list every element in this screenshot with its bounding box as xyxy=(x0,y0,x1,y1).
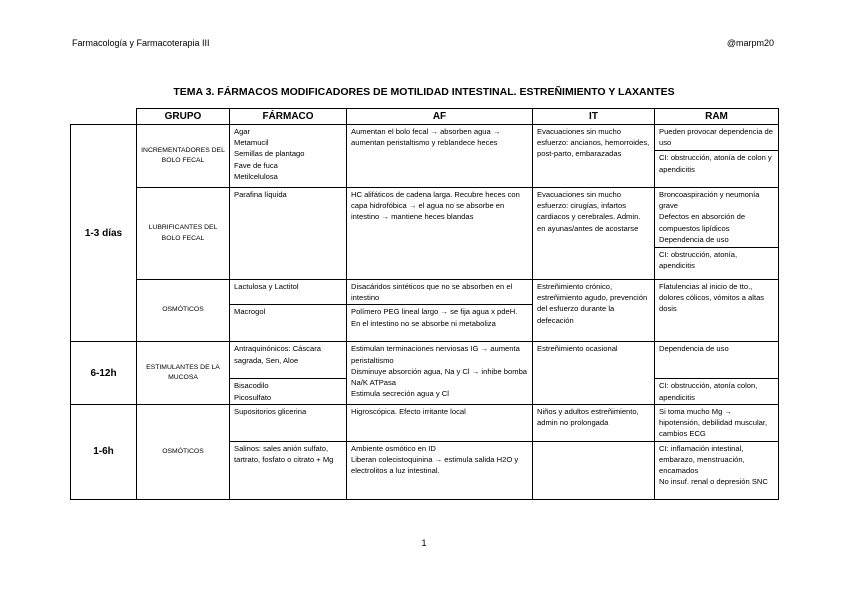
header-course-title: Farmacología y Farmacoterapia III xyxy=(72,38,210,48)
af-macrogol: Polímero PEG lineal largo → se fija agua x pdeH. En el intestino no se absorbe ni metaboliza xyxy=(347,305,533,342)
af-estimulantes: Estimulan terminaciones nerviosas IG → aumenta peristaltismo Disminuye absorción agua, Na y Cl → inhibe bomba Na/K ATPasa Estimula secreción agua y Cl xyxy=(347,342,533,404)
drug-salinos: Salinos: sales anión sulfato, tartrato, fosfato o citrato + Mg xyxy=(230,441,347,499)
drug-lactulosa: Lactulosa y Lactitol xyxy=(230,280,347,305)
ram-estimulantes: Dependencia de uso xyxy=(655,342,779,379)
table-row xyxy=(71,188,779,280)
drug-supositorios: Supositorios glicerina xyxy=(230,404,347,441)
it-estimulantes: Estreñimiento ocasional xyxy=(533,342,655,404)
it-incrementadores: Evacuaciones sin mucho esfuerzo: ancianos, hemorroides, post-parto, embarazadas xyxy=(533,125,655,188)
column-header-grupo: GRUPO xyxy=(137,109,230,125)
laxatives-table xyxy=(70,108,779,500)
column-header-it: IT xyxy=(533,109,655,125)
column-header-farmaco: FÁRMACO xyxy=(230,109,347,125)
table-row xyxy=(71,342,779,379)
group-estimulantes: ESTIMULANTES DE LA MUCOSA xyxy=(137,342,230,404)
it-salinos xyxy=(533,441,655,499)
af-incrementadores: Aumentan el bolo fecal → absorben agua → aumentan peristaltismo y reblandece heces xyxy=(347,125,533,188)
group-lubrificantes: LUBRIFICANTES DEL BOLO FECAL xyxy=(137,188,230,280)
header-empty-cell xyxy=(71,109,137,125)
column-header-af: AF xyxy=(347,109,533,125)
time-cell-1-3-dias: 1-3 días xyxy=(71,125,137,342)
af-supositorios: Higroscópica. Efecto irritante local xyxy=(347,404,533,441)
contraindications-incrementadores: CI: obstrucción, atonía de colon y apendicitis xyxy=(655,150,778,174)
af-lactulosa: Disacáridos sintéticos que no se absorben en el intestino xyxy=(347,280,533,305)
drug-macrogol: Macrogol xyxy=(230,305,347,342)
af-lubrificantes: HC alifáticos de cadena larga. Recubre heces con capa hidrofóbica → el agua no se absorbe en intestino → mantiene heces blandas xyxy=(347,188,533,280)
drug-lubrificantes: Parafina líquida xyxy=(230,188,347,280)
contraindications-lubrificantes: CI: obstrucción, atonía, apendicitis xyxy=(655,247,778,271)
drug-list-incrementadores: Agar Metamucil Semillas de plantago Fave de fuca Metilcelulosa xyxy=(230,125,347,188)
page-number: 1 xyxy=(421,538,427,548)
ram-lubrificantes: Broncoaspiración y neumonía grave Defectos en absorción de compuestos lipídicos Dependencia de uso CI: obstrucción, atonía, apendicitis xyxy=(655,188,779,280)
drug-bisacodilo: Bisacodilo Picosulfato xyxy=(230,379,347,404)
it-supositorios: Niños y adultos estreñimiento, admin no prolongada xyxy=(533,404,655,441)
document-title: TEMA 3. FÁRMACOS MODIFICADORES DE MOTILIDAD INTESTINAL. ESTREÑIMIENTO Y LAXANTES xyxy=(173,86,675,98)
group-osmoticos-1: OSMÓTICOS xyxy=(137,280,230,342)
time-cell-6-12h: 6-12h xyxy=(71,342,137,404)
it-lubrificantes: Evacuaciones sin mucho esfuerzo: cirugías, infartos cardiacos y cerebrales. Admin. en ayunas/antes de acostarse xyxy=(533,188,655,280)
drug-antraquinonicos: Antraquinónicos: Cáscara sagrada, Sen, Aloe xyxy=(230,342,347,379)
af-salinos: Ambiente osmótico en ID Liberan colecistoquinina → estimula salida H2O y electrolitos a luz intestinal. xyxy=(347,441,533,499)
it-osmoticos-1: Estreñimiento crónico, estreñimiento agudo, prevención del esfuerzo durante la defecación xyxy=(533,280,655,342)
group-incrementadores: INCREMENTADORES DEL BOLO FECAL xyxy=(137,125,230,188)
table-row xyxy=(71,280,779,305)
ram-osmoticos-1: Flatulencias al inicio de tto., dolores cólicos, vómitos a altas dosis xyxy=(655,280,779,342)
ram-salinos: CI: inflamación intestinal, embarazo, menstruación, encamados No insuf. renal o depresión SNC xyxy=(655,441,779,499)
contraindications-estimulantes: CI: obstrucción, atonía colon, apendicitis xyxy=(655,379,779,404)
table-header-row xyxy=(71,109,779,125)
time-cell-1-6h: 1-6h xyxy=(71,404,137,499)
column-header-ram: RAM xyxy=(655,109,779,125)
ram-incrementadores: Pueden provocar dependencia de uso CI: obstrucción, atonía de colon y apendicitis xyxy=(655,125,779,188)
table-row xyxy=(71,404,779,441)
header-author-handle: @marpm20 xyxy=(726,38,774,48)
table-row xyxy=(71,125,779,188)
ram-supositorios: Si toma mucho Mg → hipotensión, debilidad muscular, cambios ECG xyxy=(655,404,779,441)
group-osmoticos-2: OSMÓTICOS xyxy=(137,404,230,499)
